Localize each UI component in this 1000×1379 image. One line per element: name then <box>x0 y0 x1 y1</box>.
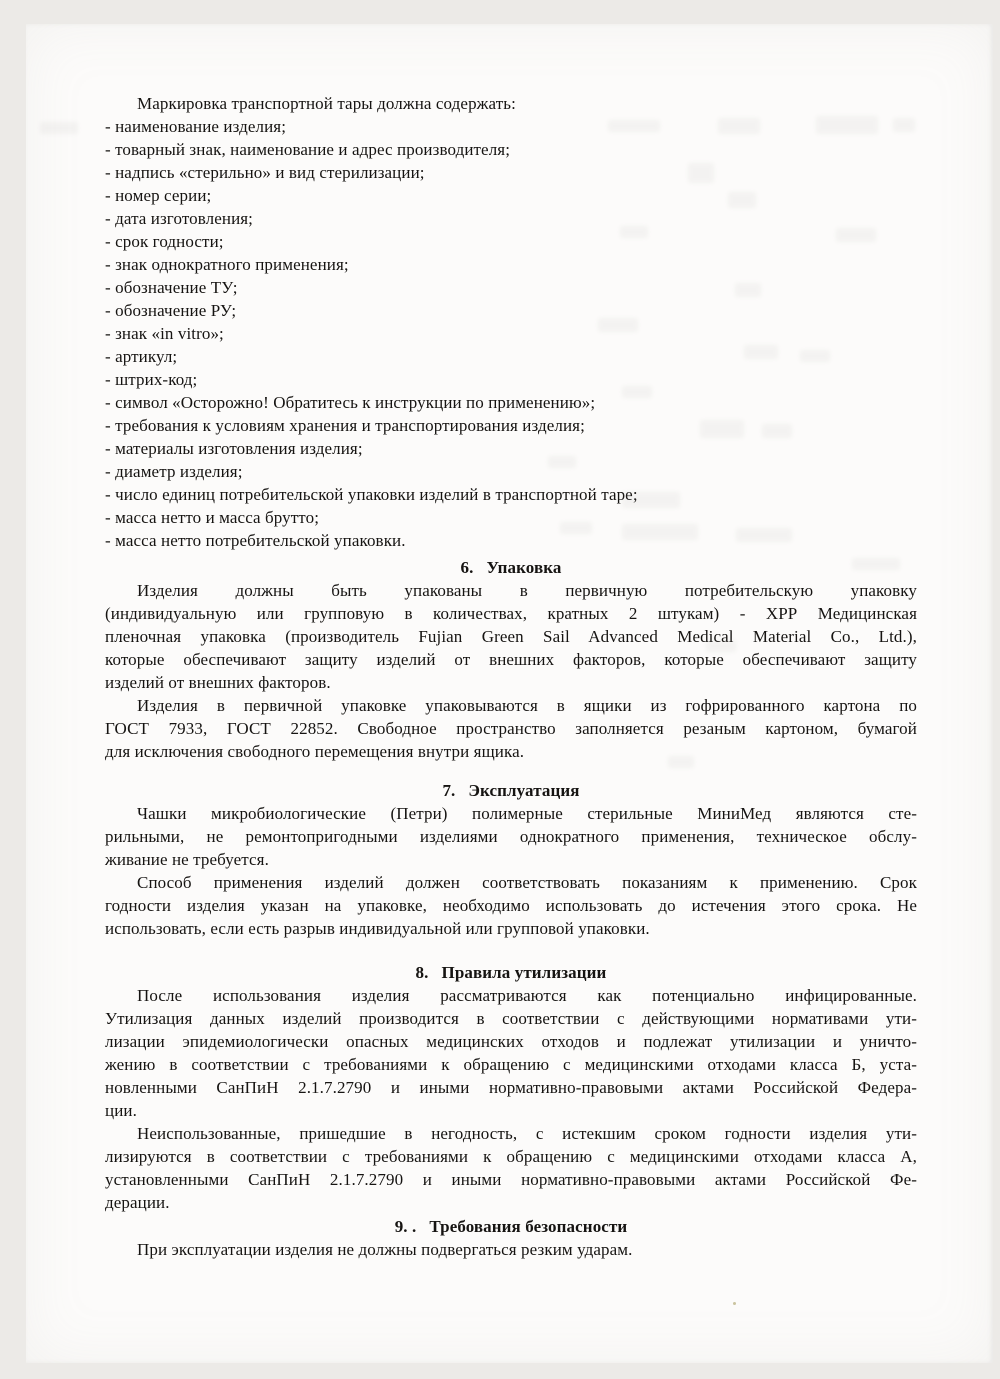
list-item: - артикул; <box>105 347 178 366</box>
bleed-through-artifact <box>548 456 576 468</box>
bleed-through-artifact <box>560 522 592 534</box>
list-item: - символ «Осторожно! Обратитесь к инструкции по применению»; <box>105 393 596 412</box>
paragraph-line: После использования изделия рассматриваются как потенциально инфицированные. <box>137 986 917 1005</box>
list-item: - число единиц потребительской упаковки изделий в транспортной таре; <box>105 485 638 504</box>
paragraph <box>105 1238 917 1261</box>
list-item: - обозначение РУ; <box>105 301 237 320</box>
bleed-through-artifact <box>608 120 660 132</box>
bleed-through-artifact <box>736 528 792 542</box>
list-item: - товарный знак, наименование и адрес производителя; <box>105 140 511 159</box>
bleed-through-artifact <box>688 163 714 183</box>
section-heading <box>105 556 917 579</box>
section-heading <box>105 1215 917 1238</box>
paragraph-line: жению в соответствии с требованиями к обращению с медицинскими отходами класса Б, уста- <box>105 1055 917 1074</box>
paragraph-line: годности изделия указан на упаковке, необходимо использовать до истечения этого срока. Не <box>105 896 917 915</box>
section-title: Эксплуатация <box>468 781 580 800</box>
list-item: - знак однократного применения; <box>105 255 349 274</box>
list-item: - диаметр изделия; <box>105 462 243 481</box>
section-title: Требования безопасности <box>429 1217 628 1236</box>
section-number: 9. . <box>394 1217 417 1236</box>
ink-speck <box>733 1302 736 1305</box>
paragraph-line: ции. <box>105 1101 137 1120</box>
paragraph-line: использовать, если есть разрыв индивидуальной или групповой упаковки. <box>105 919 650 938</box>
paragraph-line: При эксплуатации изделия не должны подвергаться резким ударам. <box>137 1240 633 1259</box>
paragraph-line: Изделия должны быть упакованы в первичную потребительскую упаковку <box>137 581 917 600</box>
paragraph-line: Неиспользованные, пришедшие в негодность, с истекшим сроком годности изделия ути- <box>137 1124 917 1143</box>
bleed-through-artifact <box>706 640 736 652</box>
list-item: - срок годности; <box>105 232 224 251</box>
paragraph-line: Чашки микробиологические (Петри) полимерные стерильные МиниМед являются сте- <box>137 804 917 823</box>
bleed-through-artifact <box>598 318 638 332</box>
list-item: - номер серии; <box>105 186 212 205</box>
list-item: - масса нетто потребительской упаковки. <box>105 531 406 550</box>
paragraph <box>105 984 917 1122</box>
paragraph-line: рильными, не ремонтопригодными изделиями однократного применения, техническое обслу- <box>105 827 917 846</box>
list-item: - надпись «стерильно» и вид стерилизации; <box>105 163 425 182</box>
paragraph <box>105 871 917 940</box>
bleed-through-artifact <box>668 756 694 768</box>
bleed-through-artifact <box>622 524 698 540</box>
paragraph-line: дерации. <box>105 1193 170 1212</box>
bleed-through-artifact <box>762 424 792 438</box>
section-number: 6. <box>460 558 474 577</box>
section-heading <box>105 961 917 984</box>
bleed-through-artifact <box>744 345 778 359</box>
section-title: Правила утилизации <box>441 963 607 982</box>
paragraph-line: лизируются в соответствии с требованиями к обращению с медицинскими отходами класса А, <box>105 1147 917 1166</box>
bleed-through-artifact <box>893 118 915 132</box>
paragraph-line: изделий от внешних факторов. <box>105 673 331 692</box>
paragraph-line: Утилизация данных изделий производится в соответствии с действующими нормативами ути- <box>105 1009 917 1028</box>
section-title: Упаковка <box>486 558 562 577</box>
section-number: 8. <box>415 963 429 982</box>
section-heading <box>105 779 917 802</box>
section-number: 7. <box>442 781 456 800</box>
bleed-through-artifact <box>622 386 652 398</box>
bleed-through-artifact <box>800 350 830 362</box>
paragraph <box>105 579 917 694</box>
paragraph-line: установленными СанПиН 2.1.7.2790 и иными нормативно-правовыми актами Российской Фе- <box>105 1170 917 1189</box>
paragraph-line: Изделия в первичной упаковке упаковываются в ящики из гофрированного картона по <box>137 696 917 715</box>
paragraph-line: живание не требуется. <box>105 850 269 869</box>
paragraph-line: (индивидуальную или групповую в количествах, кратных 2 штукам) - ХРР Медицинская <box>105 604 917 623</box>
paragraph-line: лизации эпидемиологически опасных медицинских отходов и подлежат утилизации и уничто- <box>105 1032 917 1051</box>
list-item: - знак «in vitro»; <box>105 324 224 343</box>
bleed-through-artifact <box>622 492 680 508</box>
bleed-through-artifact <box>718 118 760 134</box>
paragraph <box>105 694 917 763</box>
document-sections <box>105 556 917 1261</box>
paragraph-line: ГОСТ 7933, ГОСТ 22852. Свободное пространство заполняется резаным картоном, бумагой <box>105 719 917 738</box>
bleed-through-artifact <box>728 192 756 208</box>
paragraph <box>105 1122 917 1214</box>
paragraph <box>105 802 917 871</box>
list-item: - материалы изготовления изделия; <box>105 439 363 458</box>
bleed-through-artifact <box>620 226 648 238</box>
paragraph-line: новленными СанПиН 2.1.7.2790 и иными нормативно-правовыми актами Российской Федера- <box>105 1078 917 1097</box>
bleed-through-artifact <box>40 122 78 134</box>
paragraph-line: Способ применения изделий должен соответствовать показаниям к применению. Срок <box>137 873 917 892</box>
paragraph-line: для исключения свободного перемещения внутри ящика. <box>105 742 525 761</box>
list-item: - дата изготовления; <box>105 209 254 228</box>
intro-line: Маркировка транспортной тары должна содержать: <box>137 94 516 113</box>
bleed-through-artifact <box>735 283 761 297</box>
bleed-through-artifact <box>836 228 876 242</box>
list-item: - масса нетто и масса брутто; <box>105 508 320 527</box>
list-item: - обозначение ТУ; <box>105 278 238 297</box>
list-item: - наименование изделия; <box>105 117 287 136</box>
paragraph-line: которые обеспечивают защиту изделий от внешних факторов, которые обеспечивают защиту <box>105 650 917 669</box>
list-item: - штрих-код; <box>105 370 198 389</box>
bleed-through-artifact <box>852 558 900 570</box>
document-content <box>105 92 917 1261</box>
document-page <box>26 24 993 1363</box>
marking-requirements-list <box>105 115 917 552</box>
bleed-through-artifact <box>700 420 744 438</box>
paragraph-line: пленочная упаковка (производитель Fujian Green Sail Advanced Medical Material Co., Ltd.), <box>105 627 917 646</box>
bleed-through-artifact <box>816 116 878 134</box>
list-item: - требования к условиям хранения и транспортирования изделия; <box>105 416 585 435</box>
